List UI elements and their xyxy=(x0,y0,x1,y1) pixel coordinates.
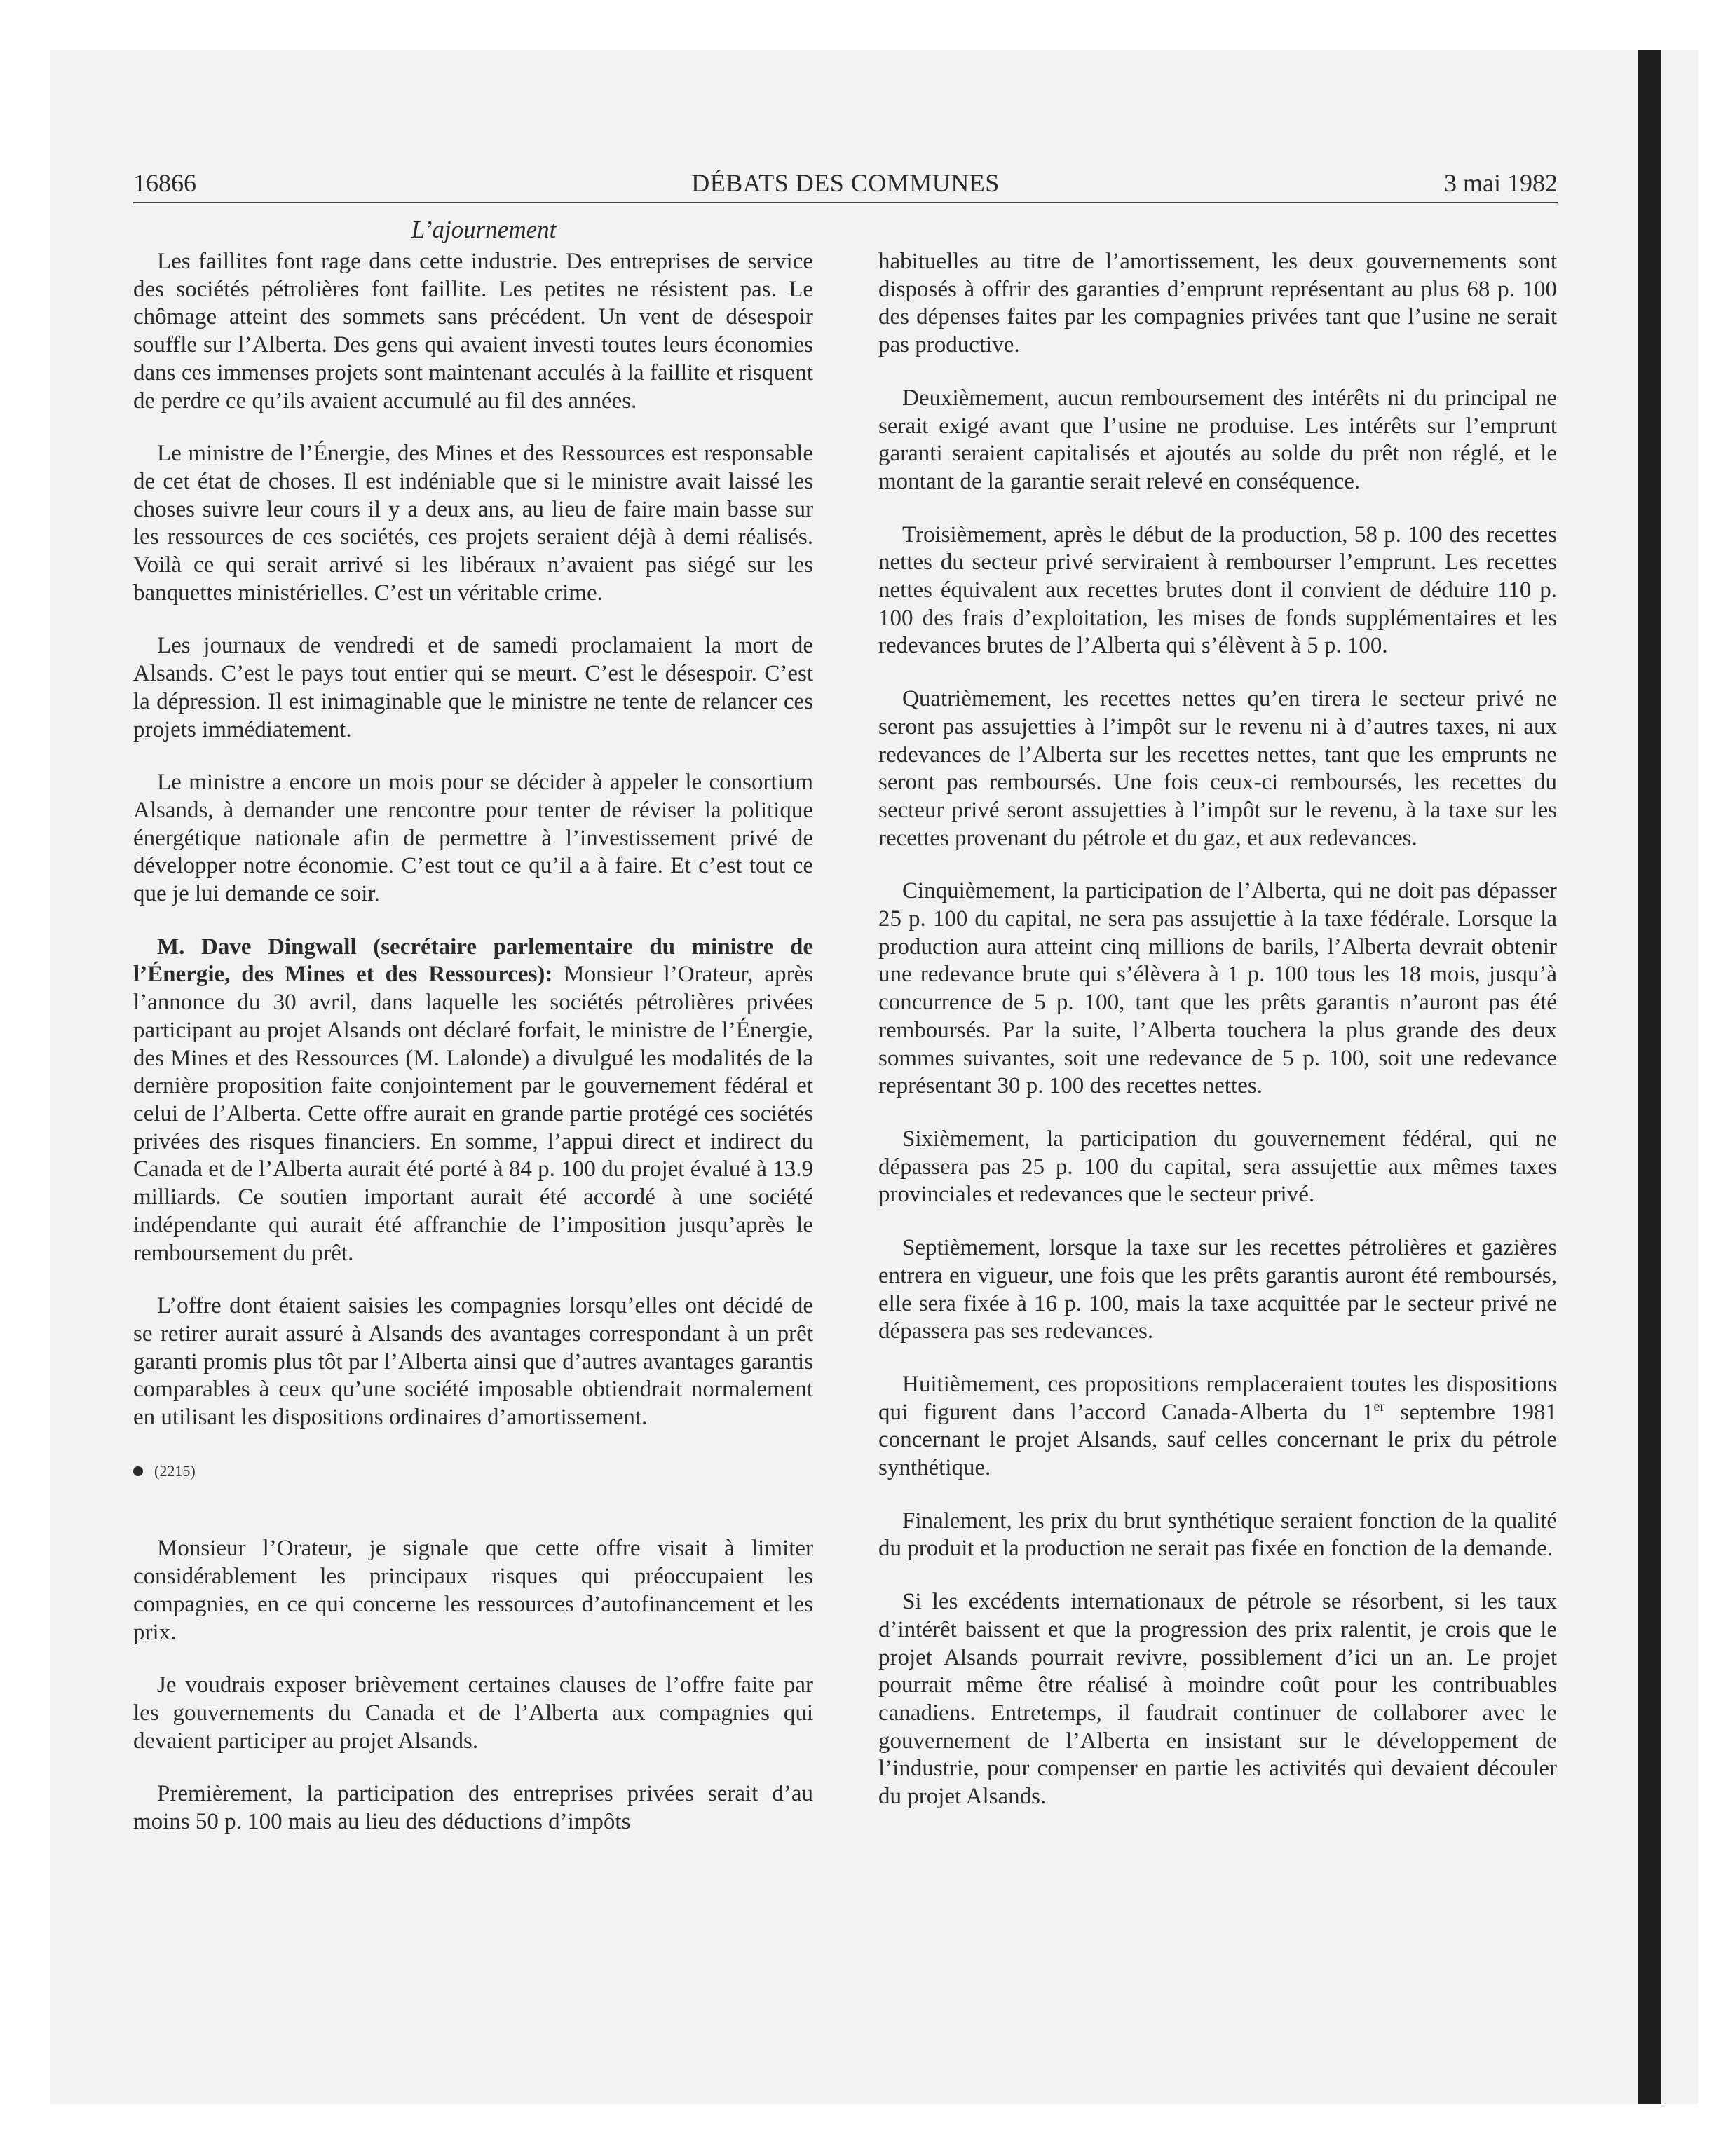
page-number: 16866 xyxy=(133,169,196,197)
bullet-icon xyxy=(133,1466,143,1476)
paragraph: Le ministre a encore un mois pour se décider à appeler le consortium Alsands, à demander une rencontre pour tenter de réviser la politique énergétique nationale afin de permettre à l’investissement privé de développer notre économie. C’est tout ce qu’il a à faire. Et c’est tout ce que je lui demande ce soir. xyxy=(133,770,813,907)
paragraph: Sixièmement, la participation du gouvernement fédéral, qui ne dépassera pas 25 p. 100 du capital, sera assujettie aux mêmes taxes provinciales et redevances que le secteur privé. xyxy=(878,1126,1557,1208)
ordinal-suffix: er xyxy=(1373,1398,1385,1414)
binding-edge xyxy=(1638,50,1661,2104)
paragraph: Septièmement, lorsque la taxe sur les recettes pétrolières et gazières entrera en vigueur, une fois que les prêts garantis auront été remboursés, elle sera fixée à 16 p. 100, mais la taxe acquittée par le secteur privé ne dépassera pas ses redevances. xyxy=(878,1235,1557,1344)
paragraph: Deuxièmement, aucun remboursement des intérêts ni du principal ne serait exigé avant que l’usine ne produise. Les intérêts sur l’emprunt garanti seraient capitalisés et ajoutés au solde du prêt non réglé, et le montant de la garantie serait relevé en conséquence. xyxy=(878,385,1557,494)
document-page xyxy=(133,168,1558,1835)
paragraph: Les journaux de vendredi et de samedi proclamaient la mort de Alsands. C’est le pays tout entier qui se meurt. C’est le désespoir. C’est la dépression. Il est inimaginable que le ministre ne tente de relancer ces projets immédiatement. xyxy=(133,633,813,742)
paragraph: habituelles au titre de l’amortissement, les deux gouvernements sont disposés à offrir des garanties d’emprunt représentant au plus 68 p. 100 des dépenses faites par les compagnies privées tant que l’usine ne serait pas productive. xyxy=(878,249,1557,358)
left-column xyxy=(133,248,813,1862)
speech-text: Monsieur l’Orateur, après l’annonce du 30 avril, dans laquelle les sociétés pétrolières privées participant au projet Alsands ont déclaré forfait, le ministre de l’Énergie, des Mines et des Ressources (M. Lalonde) a divulgué les modalités de la dernière proposition faite conjointement par le gouvernement fédéral et celui de l’Alberta. Cette offre aurait en grande partie protégé ces sociétés privées des risques financiers. En somme, l’appui direct et indirect du Canada et de l’Alberta aurait été porté à 84 p. 100 du projet évalué à 13.9 milliards. Ce soutien important aurait été accordé à une société indépendante qui aurait été affranchie de l’imposition jusqu’après le remboursement du prêt. xyxy=(133,962,813,1266)
paragraph: Le ministre de l’Énergie, des Mines et des Ressources est responsable de cet état de choses. Il est indéniable que si le ministre avait laissé les choses suivre leur cours il y a deux ans, au lieu de faire main basse sur les ressources de ces sociétés, ces projets seraient déjà à demi réalisés. Voilà ce qui serait arrivé si les libéraux n’avaient pas siégé sur les banquettes ministérielles. C’est un véritable crime. xyxy=(133,441,813,606)
paragraph: Finalement, les prix du brut synthétique seraient fonction de la qualité du produit et la production ne serait pas fixée en fonction de la demande. xyxy=(878,1508,1557,1562)
speaker-paragraph xyxy=(133,934,813,1267)
paragraph: Premièrement, la participation des entreprises privées serait d’au moins 50 p. 100 mais au lieu des déductions d’impôts xyxy=(133,1781,813,1835)
header-date: 3 mai 1982 xyxy=(1444,169,1558,197)
paragraph: Quatrièmement, les recettes nettes qu’en tirera le secteur privé ne seront pas assujetties à l’impôt sur le revenu ni à d’autres taxes, ni aux redevances de l’Alberta sur les recettes nettes, tant que les emprunts ne seront pas remboursés. Une fois ceux-ci remboursés, les recettes du secteur privé seront assujetties à l’impôt sur le revenu, à la taxe sur les recettes provenant du pétrole et du gaz, et aux redevances. xyxy=(878,686,1557,851)
paragraph: Les faillites font rage dans cette industrie. Des entreprises de service des sociétés pétrolières font faillite. Les petites ne résistent pas. Le chômage atteint des sommets sans précédent. Un vent de désespoir souffle sur l’Alberta. Des gens qui avaient investi toutes leurs économies dans ces immenses projets sont maintenant acculés à la faillite et risquent de perdre ce qu’ils avaient accumulé au fil des années. xyxy=(133,249,813,414)
time-marker xyxy=(133,1457,813,1485)
right-column xyxy=(878,248,1557,1836)
section-title: L’ajournement xyxy=(411,216,557,243)
paragraph: L’offre dont étaient saisies les compagnies lorsqu’elles ont décidé de se retirer aurait assuré à Alsands des avantages correspondant à un prêt garanti promis plus tôt par l’Alberta ainsi que d’autres avantages garantis comparables à ceux qu’une société imposable obtiendrait normalement en utilisant les dispositions ordinaires d’amortissement. xyxy=(133,1293,813,1431)
paragraph xyxy=(878,1371,1557,1482)
paragraph: Monsieur l’Orateur, je signale que cette offre visait à limiter considérablement les principaux risques qui préoccupaient les compagnies, en ce qui concerne les ressources d’autofinancement et les prix. xyxy=(133,1536,813,1645)
paragraph-text: Huitièmement, ces propositions remplaceraient toutes les dispositions qui figurent dans l’accord Canada-Alberta du 1 xyxy=(878,1371,1557,1425)
running-header xyxy=(133,168,1558,203)
paragraph: Cinquièmement, la participation de l’Alberta, qui ne doit pas dépasser 25 p. 100 du capital, ne sera pas assujettie à la taxe fédérale. Lorsque la production aura atteint cinq millions de barils, l’Alberta devrait obtenir une redevance brute qui s’élèvera à 1 p. 100 tous les 18 mois, jusqu’à concurrence de 5 p. 100, tant que les prêts garantis n’auront pas été remboursés. Par la suite, l’Alberta touchera la plus grande des deux sommes suivantes, soit une redevance de 5 p. 100, soit une redevance représentant 30 p. 100 des recettes nettes. xyxy=(878,878,1557,1099)
time-marker-label: (2215) xyxy=(154,1461,196,1480)
paragraph: Je voudrais exposer brièvement certaines clauses de l’offre faite par les gouvernements du Canada et de l’Alberta aux compagnies qui devaient participer au projet Alsands. xyxy=(133,1672,813,1754)
paragraph-text: septembre 1981 concernant le projet Alsands, sauf celles concernant le prix du pétrole synthétique. xyxy=(878,1399,1557,1481)
paragraph: Si les excédents internationaux de pétrole se résorbent, si les taux d’intérêt baissent et que la progression des prix ralentit, je crois que le projet Alsands pourrait revivre, possiblement d’ici un an. Le projet pourrait même être réalisé à moindre coût pour les contribuables canadiens. Entretemps, il faudrait continuer de collaborer avec le gouvernement de l’Alberta en insistant sur le développement de l’industrie, pour compenser en partie les activités qui devaient découler du projet Alsands. xyxy=(878,1589,1557,1810)
paragraph: Troisièmement, après le début de la production, 58 p. 100 des recettes nettes du secteur privé serviraient à rembourser l’emprunt. Les recettes nettes équivalent aux recettes brutes dont il convient de déduire 110 p. 100 des frais d’exploitation, les mises de fonds supplémentaires et les redevances brutes de l’Alberta qui s’élèvent à 5 p. 100. xyxy=(878,521,1557,659)
speaker-name: M. Dave Dingwall (secrétaire parlementaire du ministre de l’Énergie, des Mines et des Ressources): xyxy=(133,934,813,988)
publication-title: DÉBATS DES COMMUNES xyxy=(691,169,1000,197)
